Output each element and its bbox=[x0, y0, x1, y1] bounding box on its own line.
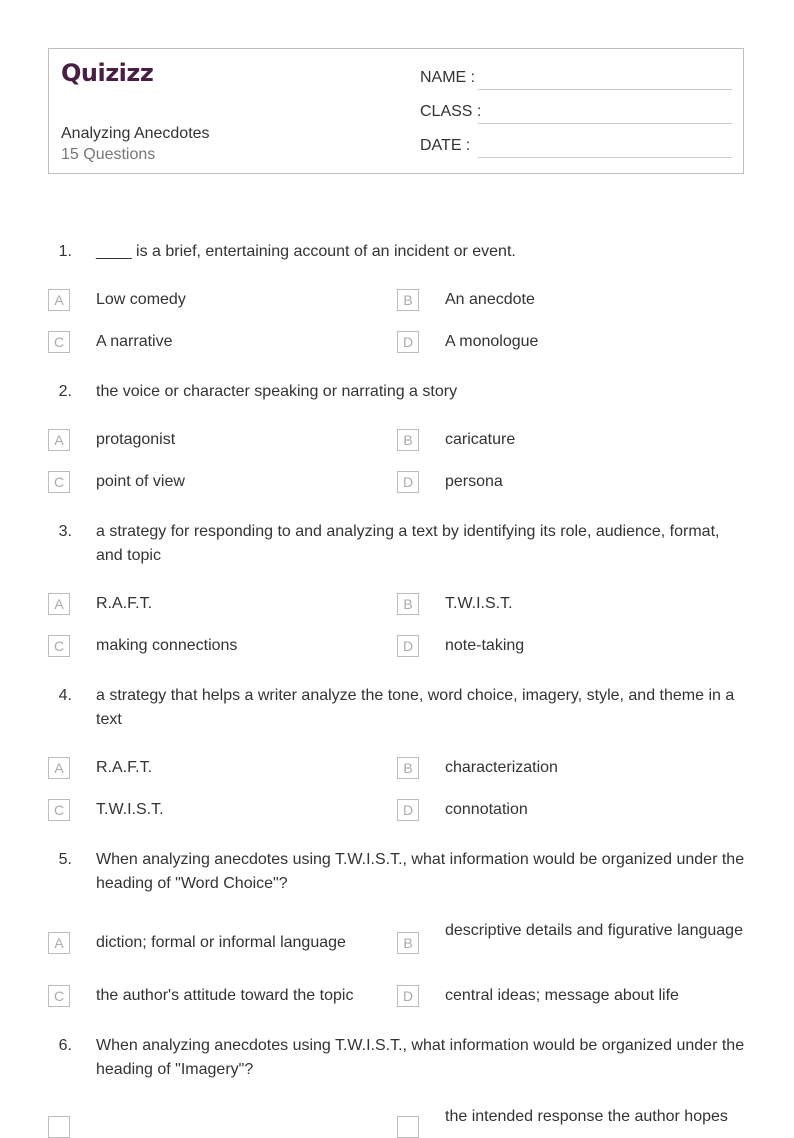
question-text: a strategy that helps a writer analyze the tone, word choice, imagery, style, and theme in a text bbox=[96, 687, 735, 728]
worksheet-title: Analyzing Anecdotes bbox=[61, 125, 210, 142]
option-letter-box[interactable]: B bbox=[397, 289, 419, 311]
option-text: R.A.F.T. bbox=[96, 759, 153, 776]
option-text: characterization bbox=[445, 759, 558, 776]
option-text: A narrative bbox=[96, 333, 173, 350]
option-letter-box[interactable]: C bbox=[48, 471, 70, 493]
option-text: protagonist bbox=[96, 431, 176, 448]
option-letter-box[interactable]: D bbox=[397, 799, 419, 821]
worksheet-header bbox=[48, 48, 744, 174]
option-text: the author's attitude toward the topic bbox=[96, 987, 354, 1004]
option-letter-box[interactable]: B bbox=[397, 593, 419, 615]
option-text: connotation bbox=[445, 801, 528, 818]
question-number: 2. bbox=[58, 383, 72, 400]
option-text: the intended response the author hopes bbox=[445, 1108, 728, 1125]
option-text: T.W.I.S.T. bbox=[445, 595, 513, 612]
name-label: NAME : bbox=[420, 69, 476, 86]
option-letter-box[interactable]: D bbox=[397, 331, 419, 353]
question-number: 6. bbox=[58, 1037, 72, 1054]
option-text: R.A.F.T. bbox=[96, 595, 153, 612]
question-text: When analyzing anecdotes using T.W.I.S.T., what information would be organized under the heading of "Imagery"? bbox=[96, 1037, 745, 1078]
class-line[interactable] bbox=[478, 123, 732, 124]
date-label: DATE : bbox=[420, 137, 471, 154]
question-text: When analyzing anecdotes using T.W.I.S.T., what information would be organized under the heading of "Word Choice"? bbox=[96, 851, 745, 892]
option-letter-box[interactable] bbox=[48, 1116, 70, 1138]
class-label: CLASS : bbox=[420, 103, 482, 120]
option-text: point of view bbox=[96, 473, 185, 490]
option-letter-box[interactable]: B bbox=[397, 932, 419, 954]
question-number: 1. bbox=[58, 243, 72, 260]
question-number: 3. bbox=[58, 523, 72, 540]
option-letter-box[interactable]: B bbox=[397, 429, 419, 451]
date-line[interactable] bbox=[478, 157, 732, 158]
option-text: making connections bbox=[96, 637, 238, 654]
option-letter-box[interactable]: B bbox=[397, 757, 419, 779]
quizizz-logo: Quizizz bbox=[61, 59, 154, 87]
option-letter-box[interactable]: C bbox=[48, 331, 70, 353]
option-letter-box[interactable]: C bbox=[48, 635, 70, 657]
option-letter-box[interactable]: A bbox=[48, 757, 70, 779]
option-text: note-taking bbox=[445, 637, 525, 654]
name-line[interactable] bbox=[478, 89, 732, 90]
option-text: central ideas; message about life bbox=[445, 987, 679, 1004]
question-number: 5. bbox=[58, 851, 72, 868]
option-letter-box[interactable]: D bbox=[397, 471, 419, 493]
option-text: T.W.I.S.T. bbox=[96, 801, 164, 818]
option-letter-box[interactable] bbox=[397, 1116, 419, 1138]
option-letter-box[interactable]: C bbox=[48, 985, 70, 1007]
option-letter-box[interactable]: A bbox=[48, 289, 70, 311]
option-letter-box[interactable]: A bbox=[48, 429, 70, 451]
option-text: diction; formal or informal language bbox=[96, 934, 346, 951]
option-text: persona bbox=[445, 473, 503, 490]
question-count: 15 Questions bbox=[61, 146, 156, 163]
option-letter-box[interactable]: A bbox=[48, 593, 70, 615]
option-letter-box[interactable]: D bbox=[397, 635, 419, 657]
question-text: a strategy for responding to and analyzing a text by identifying its role, audience, format, and topic bbox=[96, 523, 720, 564]
option-text: descriptive details and figurative language bbox=[445, 922, 743, 939]
option-letter-box[interactable]: D bbox=[397, 985, 419, 1007]
question-number: 4. bbox=[58, 687, 72, 704]
option-letter-box[interactable]: A bbox=[48, 932, 70, 954]
option-text: caricature bbox=[445, 431, 516, 448]
option-letter-box[interactable]: C bbox=[48, 799, 70, 821]
question-text: the voice or character speaking or narrating a story bbox=[96, 383, 458, 400]
option-text: A monologue bbox=[445, 333, 539, 350]
question-text: ____ is a brief, entertaining account of an incident or event. bbox=[96, 243, 516, 260]
option-text: Low comedy bbox=[96, 291, 186, 308]
option-text: An anecdote bbox=[445, 291, 535, 308]
